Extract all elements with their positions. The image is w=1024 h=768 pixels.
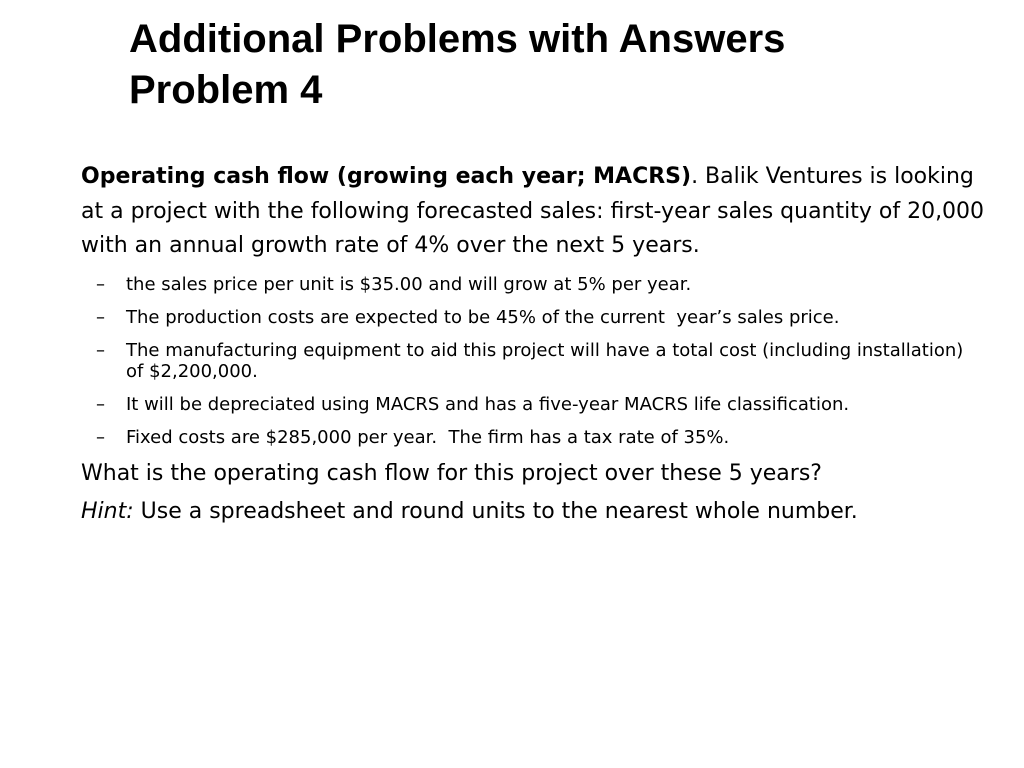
list-item — [81, 394, 986, 415]
list-item-text: The production costs are expected to be 45% of the current year’s sales price. — [126, 306, 840, 328]
list-item-text: Fixed costs are $285,000 per year. The firm has a tax rate of 35%. — [126, 426, 730, 448]
hint-text: Use a spreadsheet and round units to the nearest whole number. — [133, 498, 858, 524]
bullet-dash: – — [96, 426, 105, 448]
hint-label: Hint: — [81, 498, 134, 524]
bullet-dash: – — [96, 393, 105, 415]
bullet-dash: – — [96, 339, 105, 361]
problem-intro — [81, 160, 986, 264]
slide-title — [129, 14, 1009, 116]
list-item-text: the sales price per unit is $35.00 and will grow at 5% per year. — [126, 273, 692, 295]
bullet-dash: – — [96, 306, 105, 328]
list-item — [81, 307, 986, 328]
list-item-text: The manufacturing equipment to aid this project will have a total cost (including installation) of $2,200,000. — [126, 339, 970, 382]
slide-title-line-1: Additional Problems with Answers — [129, 17, 786, 61]
bullet-dash: – — [96, 273, 105, 295]
list-item — [81, 340, 986, 382]
list-item-text: It will be depreciated using MACRS and has a five-year MACRS life classification. — [126, 393, 850, 415]
problem-intro-text: . Balik Ventures is looking at a project with the following forecasted sales: first-year sales quantity of 20,000 with an annual growth rate of 4% over the next 5 years. — [81, 164, 985, 258]
problem-question: What is the operating cash flow for this project over these 5 years? — [81, 460, 822, 486]
problem-intro-lead: Operating cash flow (growing each year; MACRS) — [81, 164, 692, 189]
list-item — [81, 274, 986, 295]
problem-details-list — [81, 274, 986, 448]
list-item — [81, 427, 986, 448]
problem-hint — [81, 498, 911, 525]
slide-body — [81, 160, 986, 525]
slide-title-line-2: Problem 4 — [129, 68, 323, 112]
